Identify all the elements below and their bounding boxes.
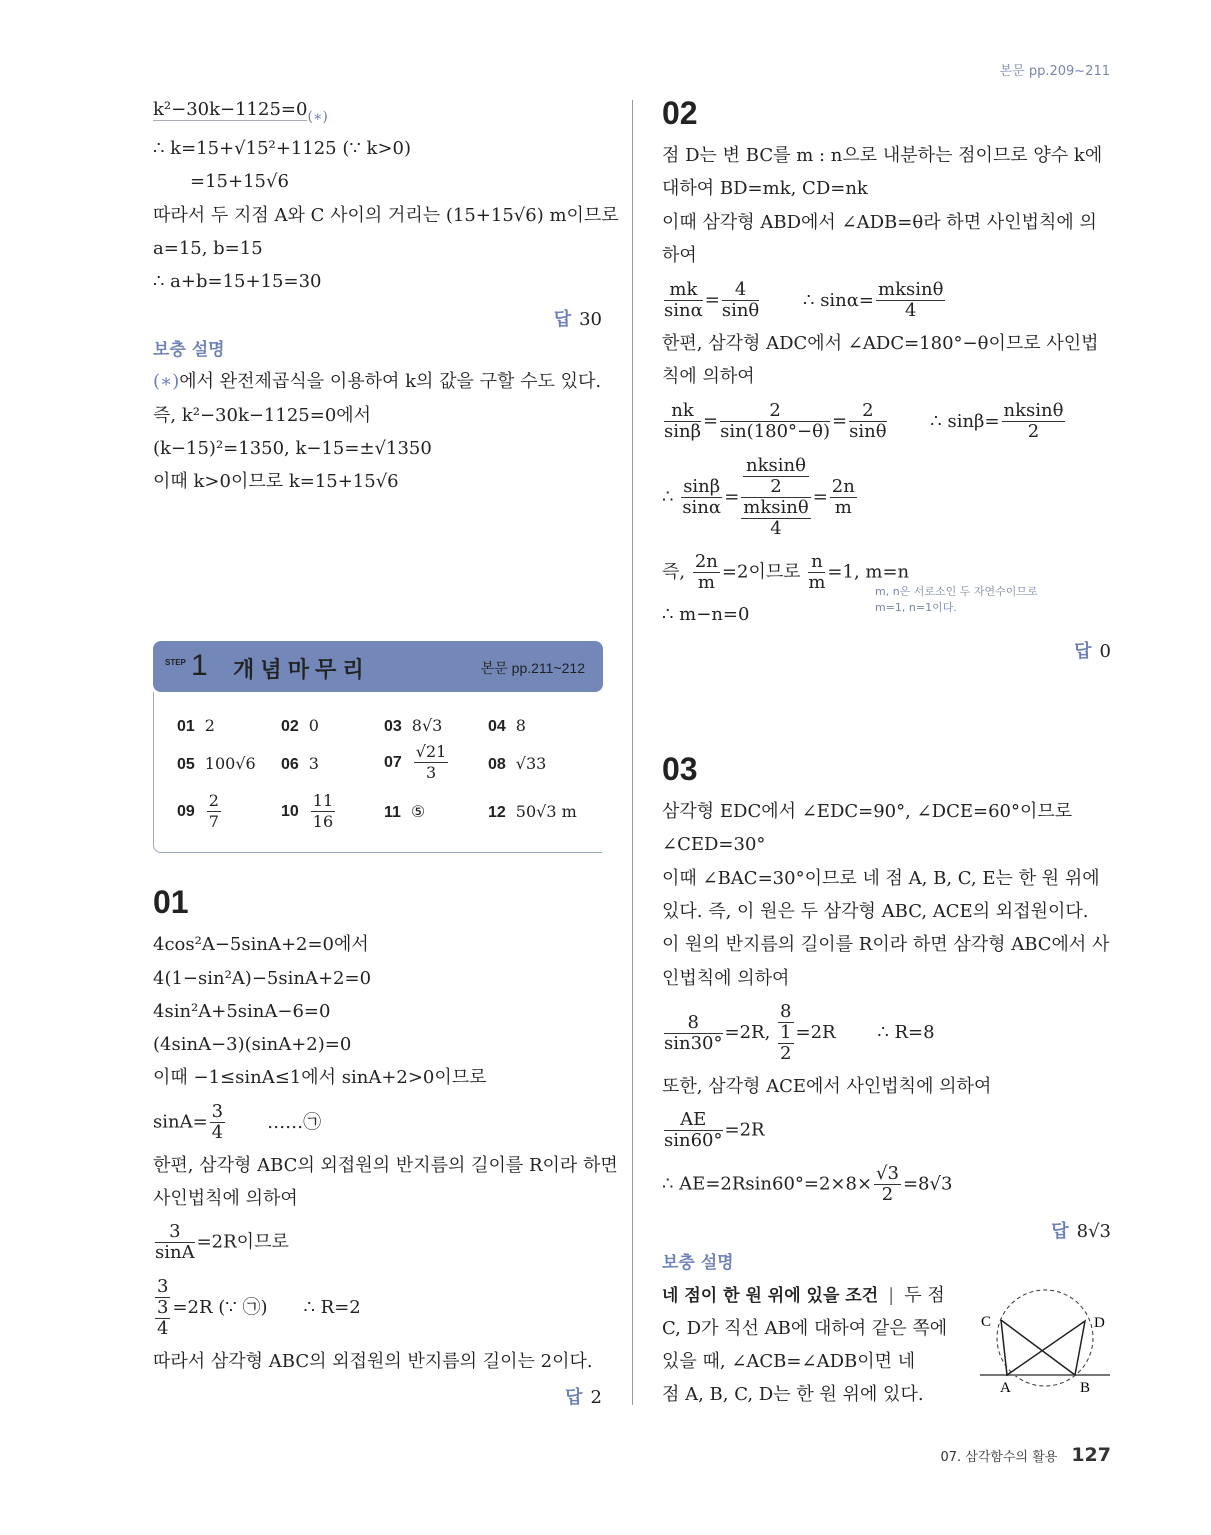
text-line: 또한, 삼각형 ACE에서 사인법칙에 의하여 xyxy=(662,1076,992,1097)
label-a: A xyxy=(1000,1380,1011,1396)
text: ∴ sinα= xyxy=(803,289,875,311)
equation-line xyxy=(153,1102,321,1143)
equation-line: a=15, b=15 xyxy=(153,238,263,259)
equation-line: 4(1−sin²A)−5sinA+2=0 xyxy=(153,968,372,989)
fraction xyxy=(414,742,449,783)
denominator: sinθ xyxy=(721,300,760,321)
fraction xyxy=(693,552,720,593)
step-number: 1 xyxy=(191,649,208,682)
text-line: 따라서 두 지점 A와 C 사이의 거리는 (15+15√6) m이므로 xyxy=(153,205,619,226)
text: =8√3 xyxy=(902,1173,953,1195)
numerator: n xyxy=(808,552,825,573)
item-number: 07 xyxy=(384,754,402,771)
denominator: sinα xyxy=(682,497,722,518)
answer-item xyxy=(281,791,337,832)
text: 에서 완전제곱식을 이용하여 k의 값을 구할 수도 있다. xyxy=(179,371,602,392)
numerator: AE xyxy=(664,1110,723,1131)
nested-fraction xyxy=(155,1298,170,1339)
note-line: m, n은 서로소인 두 자연수이므로 xyxy=(875,585,1038,598)
text-line: 따라서 삼각형 ABC의 외접원의 반지름의 길이는 2이다. xyxy=(153,1351,593,1372)
denominator: 16 xyxy=(312,812,334,831)
separator: | xyxy=(888,1285,895,1306)
nested-fraction xyxy=(778,1023,793,1064)
numerator: nksinθ xyxy=(1003,400,1064,421)
text-line: 이 원의 반지름의 길이를 R이라 하면 삼각형 ABC에서 사 xyxy=(662,934,1110,955)
text-line: 인법칙에 의하여 xyxy=(662,968,790,989)
answer-item xyxy=(384,802,425,822)
item-number: 12 xyxy=(488,804,506,821)
fraction xyxy=(155,1222,195,1263)
therefore-symbol: ∴ xyxy=(662,486,674,508)
numerator: 2 xyxy=(720,401,830,422)
item-number: 04 xyxy=(488,718,506,735)
numerator: 11 xyxy=(312,791,334,810)
answer-item xyxy=(488,754,546,774)
note-line: m=1, n=1이다. xyxy=(875,601,957,614)
answer-item xyxy=(177,791,223,832)
equation-line: ∴ $\frac{\sin\beta}{\sin\alpha}$ = $\frac{\frac{nksin\theta}{2}}{\frac{mksin\theta}{4}}$ = $\frac{2n}{m}$ xyxy=(662,455,855,539)
inscribed-angle-diagram xyxy=(975,1282,1115,1402)
text: ∴ sinβ= xyxy=(930,410,1000,432)
answer xyxy=(554,305,602,331)
numerator: sinβ xyxy=(683,476,721,497)
item-number: 09 xyxy=(177,803,195,820)
item-value: 2 xyxy=(204,716,215,735)
numerator: 3 xyxy=(211,1101,224,1122)
denominator: sin(180°−θ) xyxy=(720,421,831,442)
fraction xyxy=(849,401,886,442)
side-note xyxy=(875,584,1038,616)
text-line: 이때 k>0이므로 k=15+15√6 xyxy=(153,471,399,492)
nested-fraction xyxy=(741,456,810,498)
numerator: 2n xyxy=(831,476,855,497)
label-b: B xyxy=(1080,1380,1091,1396)
text: =1, m=n xyxy=(827,561,910,583)
denominator: m xyxy=(808,572,826,593)
fraction xyxy=(311,791,335,832)
text-line: 있다. 즉, 이 원은 두 삼각형 ABC, ACE의 외접원이다. xyxy=(662,901,1089,922)
item-value: 0 xyxy=(308,716,319,735)
answer-value: 30 xyxy=(579,309,602,330)
item-number: 11 xyxy=(384,804,401,821)
answer xyxy=(1074,637,1111,663)
equation: k²−30k−1125=0 xyxy=(153,99,308,120)
numerator: 4 xyxy=(722,280,759,301)
step-summary-box xyxy=(153,641,603,853)
text: sinA= xyxy=(153,1111,208,1133)
answer-item xyxy=(488,802,577,822)
answer-label: 답 xyxy=(553,309,572,330)
fraction xyxy=(664,280,703,321)
numerator: 3 xyxy=(155,1222,195,1243)
page-footer xyxy=(940,1444,1111,1466)
item-value: 3 xyxy=(308,754,319,773)
answer-item xyxy=(488,716,526,736)
fraction xyxy=(874,1164,901,1205)
denominator: 2 xyxy=(770,476,782,497)
answer-item xyxy=(281,716,319,736)
step-pages: 본문 pp.211~212 xyxy=(480,660,585,676)
text: =2R (∵ ㉠) xyxy=(172,1297,268,1318)
denominator: 4 xyxy=(904,300,917,321)
answer-grid xyxy=(153,692,602,853)
fraction xyxy=(207,791,221,832)
fraction xyxy=(778,1002,793,1064)
numerator: mksinθ xyxy=(878,279,944,300)
numerator: 2n xyxy=(694,551,718,572)
fraction xyxy=(808,552,825,593)
fraction xyxy=(876,280,945,321)
text-line xyxy=(662,1284,945,1308)
equation-line xyxy=(662,1002,935,1064)
denominator: sinβ xyxy=(664,421,701,442)
text: =2이므로 xyxy=(721,561,801,583)
fraction xyxy=(722,280,759,321)
denominator: 4 xyxy=(770,518,782,539)
text-line: 즉, k²−30k−1125=0에서 xyxy=(153,405,372,426)
item-number: 05 xyxy=(177,756,195,773)
equation-line xyxy=(153,98,328,129)
problem-heading-03: 03 xyxy=(662,751,698,787)
label-d: D xyxy=(1094,1315,1105,1331)
step-header xyxy=(153,641,603,692)
text-line: 한편, 삼각형 ADC에서 ∠ADC=180°−θ이므로 사인법 xyxy=(662,333,1099,354)
problem-heading-01: 01 xyxy=(153,884,189,920)
equation-line: 4cos²A−5sinA+2=0에서 xyxy=(153,934,369,955)
numerator: 8 xyxy=(664,1013,723,1034)
item-value: √33 xyxy=(515,754,547,773)
answer-item xyxy=(177,754,256,774)
answer-item xyxy=(177,716,215,736)
answer-item xyxy=(281,754,319,774)
numerator: 3 xyxy=(157,1297,169,1318)
denominator: 7 xyxy=(208,812,219,831)
fraction xyxy=(664,1013,723,1054)
text-line: 이때 −1≤sinA≤1에서 sinA+2>0이므로 xyxy=(153,1067,487,1088)
condition-title: 네 점이 한 원 위에 있을 조건 xyxy=(662,1286,879,1306)
step-title: 개 념 마 무 리 xyxy=(233,657,364,682)
fraction xyxy=(681,477,722,518)
item-number: 01 xyxy=(177,718,195,735)
numerator: √3 xyxy=(876,1163,899,1184)
text: ∴ R=2 xyxy=(303,1297,361,1318)
denominator: sin30° xyxy=(664,1032,723,1054)
item-number: 02 xyxy=(281,718,299,735)
step-label: STEP xyxy=(165,658,186,667)
answer xyxy=(1051,1217,1111,1243)
item-number: 08 xyxy=(488,756,506,773)
item-value: 100√6 xyxy=(204,754,256,773)
chapter-title: 07. 삼각함수의 활용 xyxy=(940,1450,1058,1465)
answer-item xyxy=(384,742,450,783)
equation-line: 4sin²A+5sinA−6=0 xyxy=(153,1001,331,1022)
numerator: 2 xyxy=(208,791,219,810)
fraction xyxy=(664,401,701,442)
text-line xyxy=(153,370,601,394)
text: =2R xyxy=(795,1022,836,1043)
text-line: 한편, 삼각형 ABC의 외접원의 반지름의 길이를 R이라 하면 xyxy=(153,1155,618,1176)
numerator: nksinθ xyxy=(743,456,808,477)
item-value: 8√3 xyxy=(411,716,443,735)
denominator: sinθ xyxy=(849,421,887,442)
text-line: 점 A, B, C, D는 한 원 위에 있다. xyxy=(662,1384,924,1405)
denominator: 4 xyxy=(211,1122,224,1143)
text: 즉, xyxy=(662,561,686,583)
text: =2R이므로 xyxy=(196,1231,289,1253)
text-line: 있을 때, ∠ACB=∠ADB이면 네 xyxy=(662,1351,916,1372)
supplement-title: 보충 설명 xyxy=(662,1253,734,1273)
equation-line xyxy=(662,552,909,593)
denominator: m xyxy=(834,497,852,518)
equation-line xyxy=(662,1110,765,1151)
item-value: 8 xyxy=(515,716,526,735)
numerator: 8 xyxy=(780,1001,792,1022)
text: ∴ AE=2Rsin60°=2×8× xyxy=(662,1173,873,1195)
text-line: 하여 xyxy=(662,245,697,266)
numerator: mksinθ xyxy=(743,497,809,518)
equation-line: $\frac{mk}{\sin\alpha}$ = $\frac{4}{\sin\theta}$ ∴ sinα= $\frac{mksin\theta}{4}$ xyxy=(664,279,944,321)
text-line: ∠CED=30° xyxy=(662,834,766,855)
numerator: √21 xyxy=(415,742,447,761)
numerator: nk xyxy=(664,401,701,422)
text-line: 점 D는 변 BC를 m : n으로 내분하는 점이므로 양수 k에 xyxy=(662,145,1103,166)
item-number: 10 xyxy=(281,803,299,820)
denominator: 2 xyxy=(881,1184,894,1205)
answer-label: 답 xyxy=(565,1387,583,1408)
text-line: 칙에 의하여 xyxy=(662,366,755,387)
text-line: 이때 ∠BAC=30°이므로 네 점 A, B, C, E는 한 원 위에 xyxy=(662,868,1100,889)
text: =2R xyxy=(724,1119,765,1141)
text: ∴ R=8 xyxy=(877,1022,935,1043)
equation-line: ∴ k=15+√15²+1125 (∵ k>0) xyxy=(153,138,412,159)
answer-label: 답 xyxy=(1074,641,1092,662)
numerator: mk xyxy=(664,280,703,301)
page-number: 127 xyxy=(1071,1444,1111,1466)
label-c: C xyxy=(981,1314,992,1330)
fraction xyxy=(720,401,830,442)
fraction xyxy=(664,1110,723,1151)
fraction xyxy=(155,1277,170,1339)
text-line: 사인법칙에 의하여 xyxy=(153,1188,298,1209)
answer-value: 2 xyxy=(590,1387,602,1408)
denominator: 2 xyxy=(1027,421,1040,442)
answer-value: 8√3 xyxy=(1076,1221,1111,1242)
problem-heading-02: 02 xyxy=(662,95,698,131)
item-value: 50√3 m xyxy=(515,802,577,821)
denominator: m xyxy=(697,572,715,593)
answer-item xyxy=(384,716,442,736)
equation-line xyxy=(153,1277,361,1339)
supplement-title: 보충 설명 xyxy=(153,340,225,360)
reference-mark: ……㉠ xyxy=(267,1111,322,1133)
denominator: 3 xyxy=(425,763,437,782)
equation-line: ∴ a+b=15+15=30 xyxy=(153,271,322,292)
numerator: 1 xyxy=(780,1022,792,1043)
text: 두 점 xyxy=(904,1285,945,1306)
complex-fraction xyxy=(741,456,810,539)
page-reference: 본문 pp.209~211 xyxy=(999,64,1110,79)
answer-value: 0 xyxy=(1099,641,1111,662)
item-value: ⑤ xyxy=(410,802,426,821)
numerator: 3 xyxy=(157,1276,169,1297)
equation-line: $\frac{nk}{\sin\beta}$ = $\frac{2}{\sin(180^\circ-\theta)}$ = $\frac{2}{\sin\theta}$ ∴ sinβ= $\frac{nksin\theta}{2}$ xyxy=(664,400,1064,442)
equation-line: ∴ m−n=0 xyxy=(662,604,750,625)
text-line: C, D가 직선 AB에 대하여 같은 쪽에 xyxy=(662,1318,948,1339)
answer-label: 답 xyxy=(1051,1221,1069,1242)
column-divider xyxy=(632,100,633,1405)
denominator: 4 xyxy=(157,1318,169,1339)
text: =2R, xyxy=(724,1022,771,1043)
equation-line xyxy=(153,1222,289,1263)
answer xyxy=(565,1383,602,1409)
text-line: 이때 삼각형 ABD에서 ∠ADB=θ라 하면 사인법칙에 의 xyxy=(662,212,1097,233)
fraction xyxy=(1002,401,1066,442)
text-line: (k−15)²=1350, k−15=±√1350 xyxy=(153,438,432,459)
text-line: 대하여 BD=mk, CD=nk xyxy=(662,178,868,199)
fraction xyxy=(830,477,857,518)
fraction xyxy=(210,1102,225,1143)
item-number: 06 xyxy=(281,756,299,773)
chord-lines xyxy=(1001,1320,1085,1375)
nested-fraction xyxy=(741,498,810,539)
asterisk-mark: (∗) xyxy=(307,109,328,125)
equation-line: =15+15√6 xyxy=(190,171,289,192)
denominator: sinA xyxy=(155,1242,195,1263)
asterisk-mark: (∗) xyxy=(153,371,180,392)
numerator: 2 xyxy=(849,401,886,422)
equation-line: (4sinA−3)(sinA+2)=0 xyxy=(153,1034,352,1055)
equation-line xyxy=(662,1164,952,1205)
text-line: 삼각형 EDC에서 ∠EDC=90°, ∠DCE=60°이므로 xyxy=(662,801,1073,822)
denominator: 2 xyxy=(780,1043,792,1064)
denominator: sin60° xyxy=(664,1130,723,1151)
item-number: 03 xyxy=(384,718,402,735)
denominator: sinα xyxy=(664,300,703,321)
